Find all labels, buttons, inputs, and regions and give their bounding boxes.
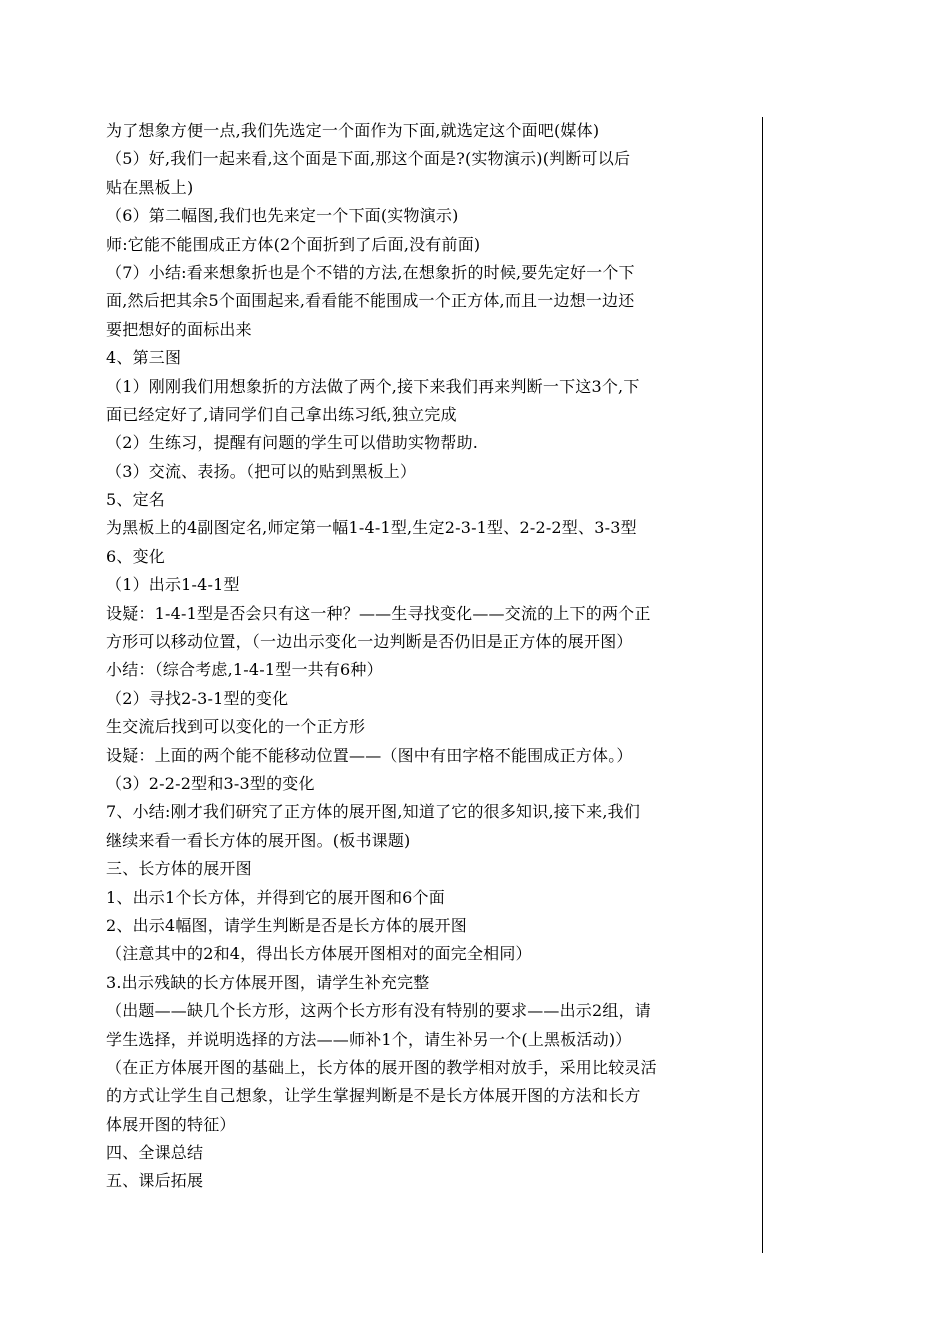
text-line: （2）寻找2-3-1型的变化 (106, 688, 289, 708)
section-heading: 4、第三图 (106, 348, 182, 368)
text-line: （出题——缺几个长方形，这两个长方形有没有特别的要求——出示2组，请 (106, 1001, 651, 1021)
text-line: （6）第二幅图,我们也先来定一个下面(实物演示) (106, 206, 459, 226)
lesson-text (106, 117, 746, 1196)
text-line: （5）好,我们一起来看,这个面是下面,那这个面是?(实物演示)(判断可以后 (106, 149, 631, 169)
text-line: 设疑：上面的两个能不能移动位置——（图中有田字格不能围成正方体。） (106, 745, 633, 765)
section-heading: 三、长方体的展开图 (106, 859, 252, 879)
section-heading: 五、课后拓展 (106, 1171, 204, 1191)
text-line: 小结：（综合考虑,1-4-1型一共有6种） (106, 660, 383, 680)
section-heading: 6、变化 (106, 546, 165, 566)
text-line: （1）出示1-4-1型 (106, 575, 240, 595)
text-line: 7、小结:刚才我们研究了正方体的展开图,知道了它的很多知识,接下来,我们 (106, 802, 641, 822)
text-line: 面,然后把其余5个面围起来,看看能不能围成一个正方体,而且一边想一边还 (106, 291, 635, 311)
text-line: 2、出示4幅图，请学生判断是否是长方体的展开图 (106, 915, 467, 935)
text-line: 学生选择，并说明选择的方法——师补1个，请生补另一个(上黑板活动)） (106, 1029, 632, 1049)
text-line: 3.出示残缺的长方体展开图，请学生补充完整 (106, 972, 430, 992)
text-line: （7）小结:看来想象折也是个不错的方法,在想象折的时候,要先定好一个下 (106, 262, 635, 282)
text-line: （3）2-2-2型和3-3型的变化 (106, 773, 315, 793)
text-line: （注意其中的2和4，得出长方体展开图相对的面完全相同） (106, 944, 532, 964)
table-border-line (762, 117, 763, 1253)
text-line: （1）刚刚我们用想象折的方法做了两个,接下来我们再来判断一下这3个,下 (106, 376, 640, 396)
text-line: （在正方体展开图的基础上，长方体的展开图的教学相对放手，采用比较灵活 (106, 1057, 657, 1077)
text-line: 生交流后找到可以变化的一个正方形 (106, 717, 366, 737)
text-line: 为了想象方便一点,我们先选定一个面作为下面,就选定这个面吧(媒体) (106, 121, 600, 140)
section-heading: 四、全课总结 (106, 1143, 204, 1163)
text-line: 继续来看一看长方体的展开图。(板书课题) (106, 830, 411, 850)
text-line: （2）生练习，提醒有问题的学生可以借助实物帮助. (106, 433, 479, 453)
text-line: 设疑：1-4-1型是否会只有这一种？——生寻找变化——交流的上下的两个正 (106, 603, 651, 623)
text-line: 要把想好的面标出来 (106, 319, 252, 339)
text-line: （3）交流、表扬。（把可以的贴到黑板上） (106, 461, 417, 481)
section-heading: 5、定名 (106, 490, 165, 510)
text-line: 师:它能不能围成正方体(2个面折到了后面,没有前面) (106, 234, 481, 254)
text-line: 体展开图的特征） (106, 1114, 236, 1134)
text-line: 方形可以移动位置，（一边出示变化一边判断是否仍旧是正方体的展开图） (106, 632, 633, 652)
text-line: 1、出示1个长方体，并得到它的展开图和6个面 (106, 887, 445, 907)
text-line: 为黑板上的4副图定名,师定第一幅1-4-1型,生定2-3-1型、2-2-2型、3-3型 (106, 518, 637, 538)
text-line: 的方式让学生自己想象，让学生掌握判断是不是长方体展开图的方法和长方 (106, 1086, 641, 1106)
text-line: 贴在黑板上) (106, 177, 194, 197)
text-line: 面已经定好了,请同学们自己拿出练习纸,独立完成 (106, 404, 457, 424)
